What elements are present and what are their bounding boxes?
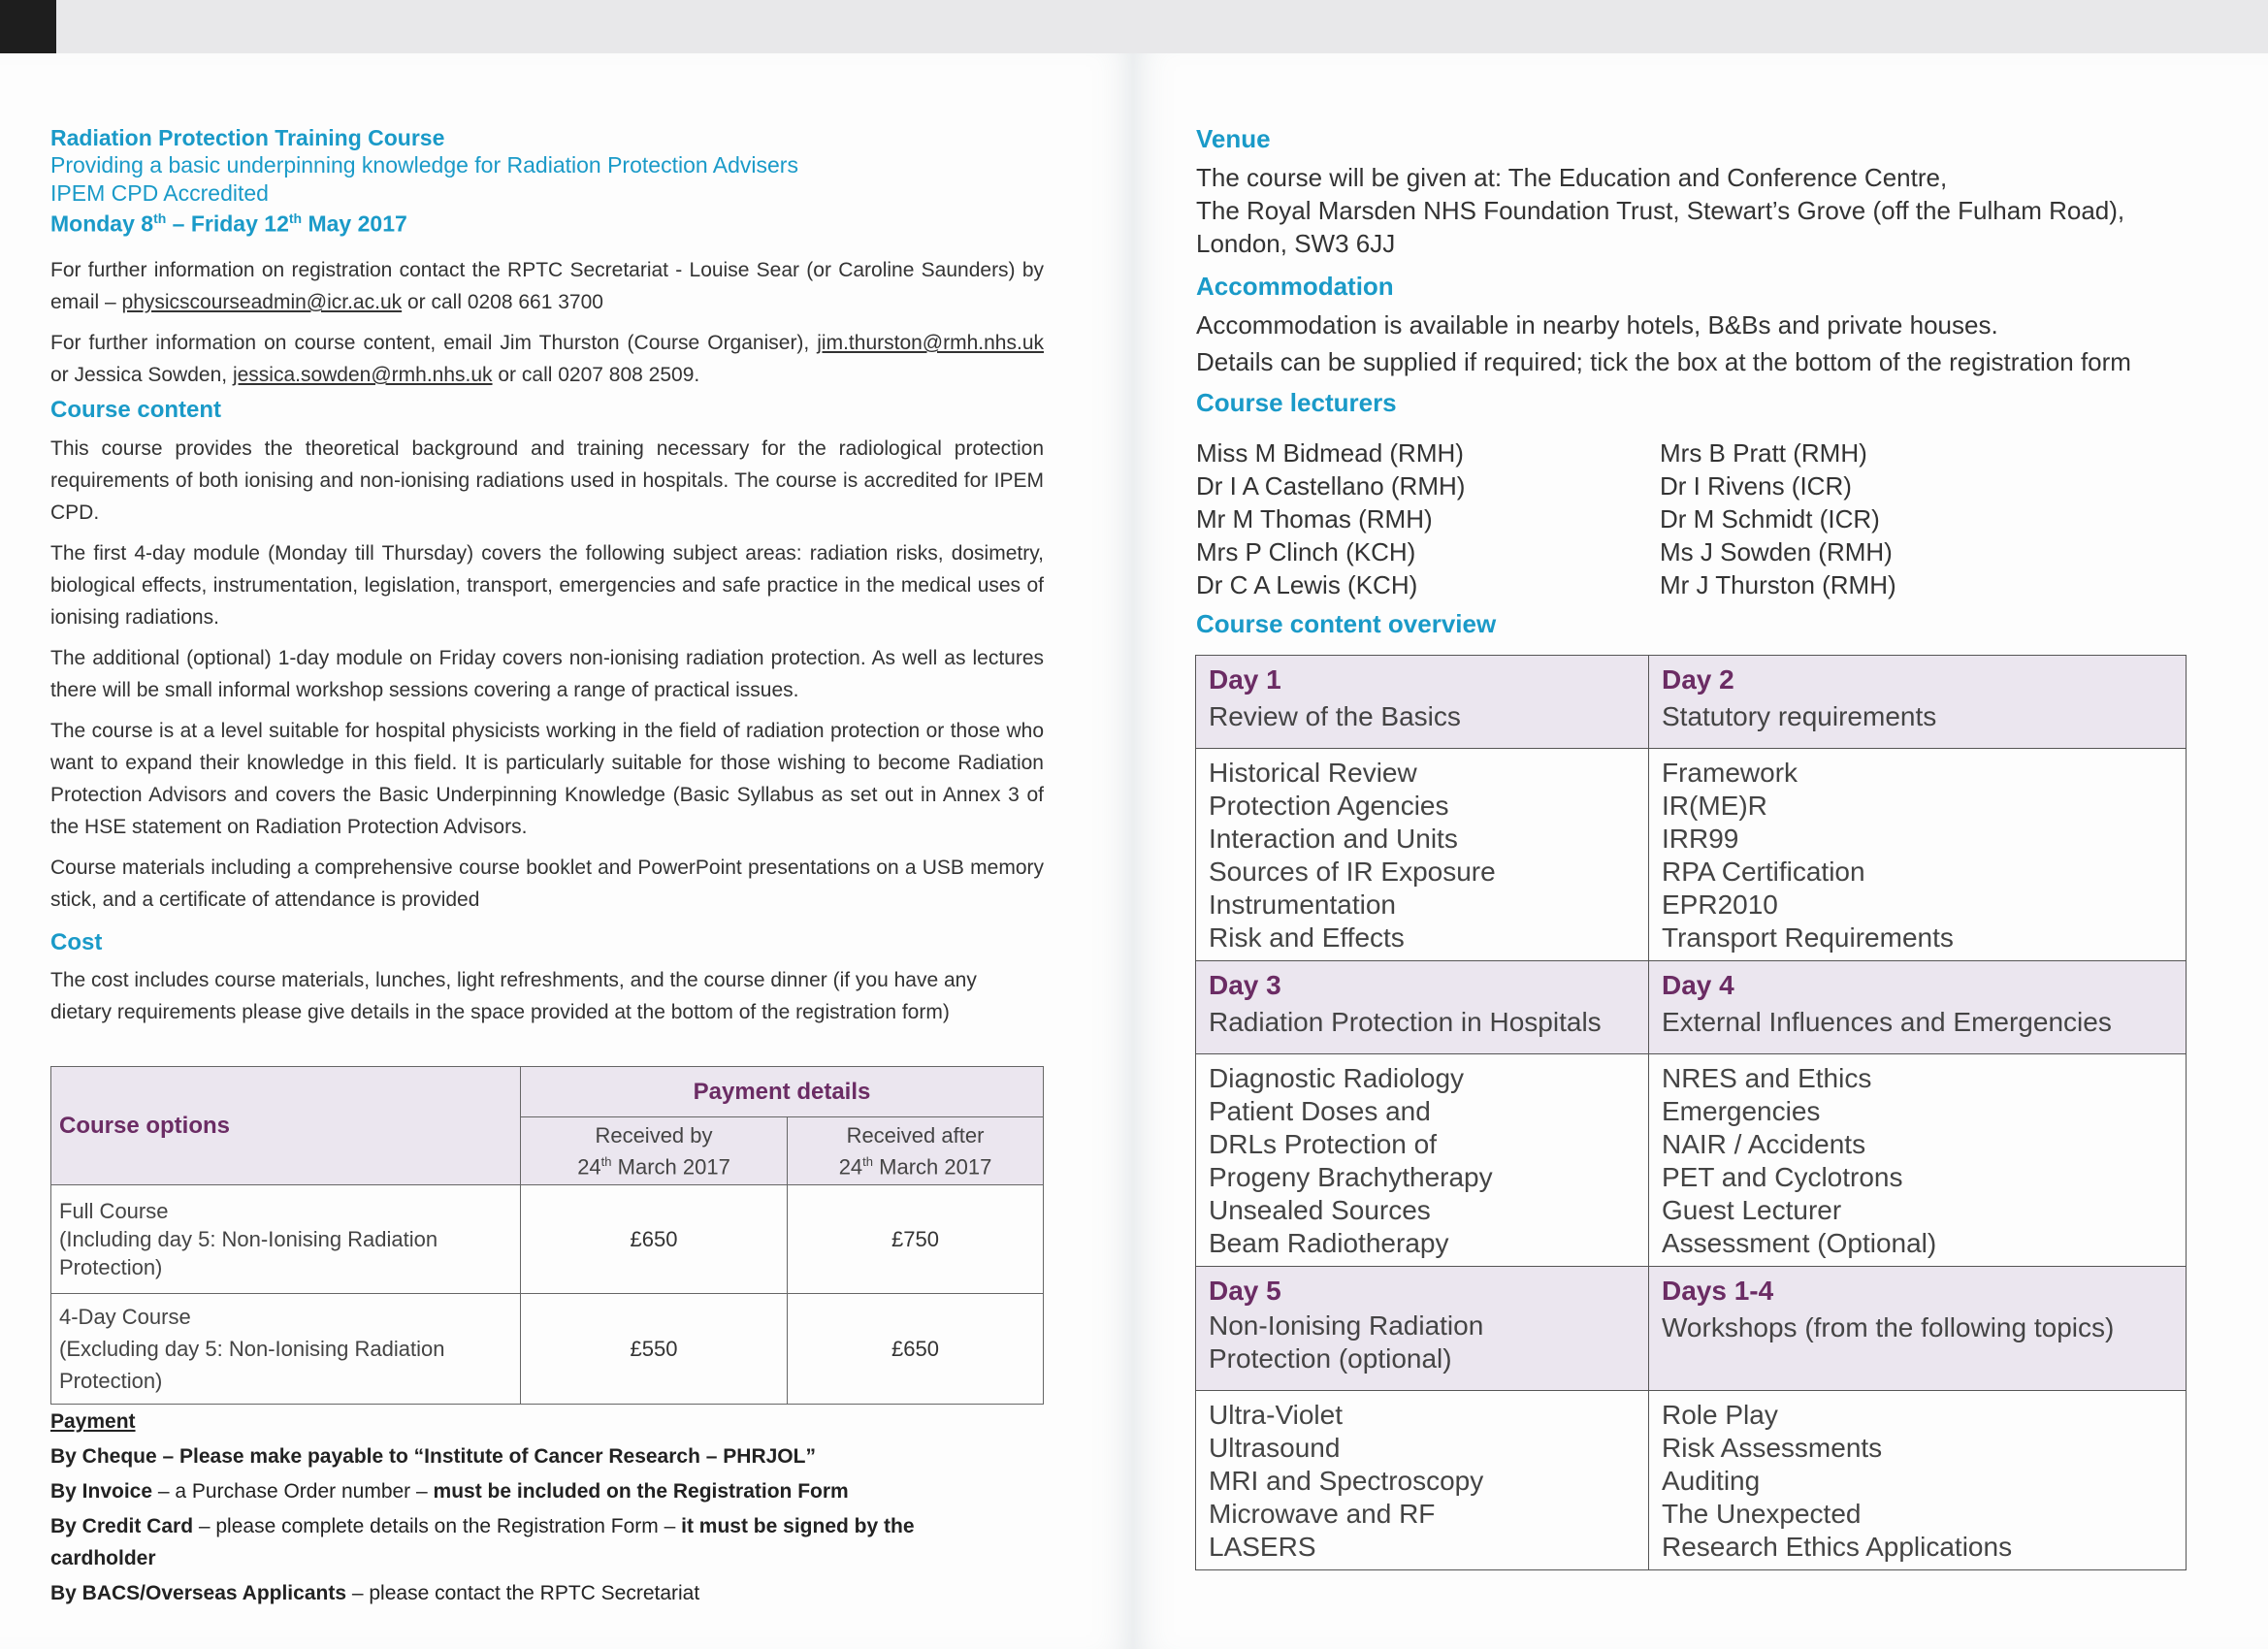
topic: Assessment (Optional) (1662, 1228, 1937, 1258)
paragraph: The first 4-day module (Monday till Thursday) covers the following subject areas: radiation risks, dosimetry, biological effects, instrumentation, legislation, transport, emergencies and safe practice in the medical uses of ionising radiations. (50, 542, 1044, 629)
organiser-email-link[interactable]: jim.thurston@rmh.nhs.uk (817, 332, 1044, 354)
course-options-header: Course options (51, 1067, 521, 1185)
workshop-topics (1649, 1391, 2187, 1570)
course-content-body (50, 433, 1044, 924)
lecturer-name: Dr M Schmidt (ICR) (1660, 504, 1880, 534)
accommodation-text (1196, 308, 2224, 378)
topic: NRES and Ethics (1662, 1063, 1872, 1093)
day5-header: Day 5 Non-Ionising Radiation Protection (optional) (1196, 1267, 1649, 1391)
topic: PET and Cyclotrons (1662, 1162, 1903, 1192)
topic: Progeny Brachytherapy (1209, 1162, 1493, 1192)
secretariat-email-link[interactable]: physicscourseadmin@icr.ac.uk (121, 291, 403, 313)
accommodation-line: Details can be supplied if required; tick the box at the bottom of the registration form (1196, 347, 2131, 376)
topic: NAIR / Accidents (1662, 1129, 1866, 1159)
lecturer-name: Mr J Thurston (RMH) (1660, 570, 1896, 599)
topic: Interaction and Units (1209, 824, 1458, 854)
overview-heading: Course content overview (1196, 609, 1497, 638)
topic: DRLs Protection of (1209, 1129, 1437, 1159)
lecturer-name: Ms J Sowden (RMH) (1660, 537, 1893, 566)
course-header (50, 125, 1044, 238)
registration-contact: For further information on registration contact the RPTC Secretariat - Louise Sear (or Caroline Saunders) by email – physicscourseadmin@icr.ac.uk or call 0208 661 3700 (50, 259, 1044, 313)
topic: Risk Assessments (1662, 1433, 1883, 1463)
pay-by-credit-card: By Credit Card – please complete details on the Registration Form – it must be signed by the cardholder (50, 1515, 915, 1569)
lecturer-name: Miss M Bidmead (RMH) (1196, 438, 1464, 468)
venue-heading: Venue (1196, 124, 1271, 153)
day1-header: Day 1 Review of the Basics (1196, 656, 1649, 749)
four-day-price-after: £650 (788, 1294, 1044, 1405)
topic: Patient Doses and (1209, 1096, 1431, 1126)
topic: RPA Certification (1662, 857, 1865, 887)
topic: Framework (1662, 758, 1798, 788)
day4-header: Day 4 External Influences and Emergencies (1649, 961, 2187, 1054)
lecturer-name: Dr I A Castellano (RMH) (1196, 471, 1466, 501)
payment-heading: Payment (50, 1410, 136, 1433)
topic: Transport Requirements (1662, 922, 1954, 953)
day4-topics (1649, 1054, 2187, 1267)
topic: Auditing (1662, 1466, 1761, 1496)
paragraph: The course is at a level suitable for hospital physicists working in the field of radiation protection or those who want to expand their knowledge in this field. It is particularly suitable for those wishing to become Radiation Protection Advisors and covers the Basic Underpinning Knowledge (Basic Syllabus as set out in Annex 3 of the HSE statement on Radiation Protection Advisors. (50, 720, 1044, 838)
topic: IR(ME)R (1662, 791, 1767, 821)
content-contact: For further information on course content, email Jim Thurston (Course Organiser), jim.thurston@rmh.nhs.uk or Jessica Sowden, jessica.sowden@rmh.nhs.uk or call 0207 808 2509. (50, 332, 1044, 386)
topic: The Unexpected (1662, 1499, 1862, 1529)
course-subtitle: Providing a basic underpinning knowledge for Radiation Protection Advisers (50, 152, 798, 178)
course-content-heading: Course content (50, 397, 222, 423)
lecturers-heading: Course lecturers (1196, 388, 1397, 417)
lecturer-name: Dr C A Lewis (KCH) (1196, 570, 1418, 599)
contact-info (50, 254, 1044, 400)
venue-line: London, SW3 6JJ (1196, 229, 1396, 258)
received-by-header: Received by 24th March 2017 (521, 1117, 788, 1185)
course-title: Radiation Protection Training Course (50, 125, 445, 150)
pay-by-invoice: By Invoice – a Purchase Order number – must be included on the Registration Form (50, 1480, 849, 1503)
topic: Guest Lecturer (1662, 1195, 1842, 1225)
topic: Diagnostic Radiology (1209, 1063, 1465, 1093)
full-course-price-after: £750 (788, 1185, 1044, 1294)
left-page (0, 53, 1133, 1649)
cost-text: The cost includes course materials, lunches, light refreshments, and the course dinner (if you have any dietary requirements please give details in the space provided at the bottom of the registration form) (50, 969, 977, 1023)
payment-table (50, 1066, 1044, 1405)
topic: Role Play (1662, 1400, 1778, 1430)
lecturers-column-1 (1196, 436, 1642, 601)
topic: Sources of IR Exposure (1209, 857, 1496, 887)
topic: Instrumentation (1209, 889, 1396, 920)
payment-details-header: Payment details (521, 1067, 1044, 1117)
topic: LASERS (1209, 1532, 1316, 1562)
topic: Research Ethics Applications (1662, 1532, 2013, 1562)
pay-by-bacs: By BACS/Overseas Applicants – please contact the RPTC Secretariat (50, 1582, 700, 1604)
topic: Protection Agencies (1209, 791, 1449, 821)
topic: Unsealed Sources (1209, 1195, 1431, 1225)
topic: EPR2010 (1662, 889, 1778, 920)
full-course-price-by: £650 (521, 1185, 788, 1294)
lecturer-name: Mr M Thomas (RMH) (1196, 504, 1433, 534)
topic: Risk and Effects (1209, 922, 1405, 953)
course-dates: Monday 8th – Friday 12th May 2017 (50, 210, 407, 237)
day3-header: Day 3 Radiation Protection in Hospitals (1196, 961, 1649, 1054)
days1-4-header: Days 1-4 Workshops (from the following topics) (1649, 1267, 2187, 1391)
topic: Microwave and RF (1209, 1499, 1436, 1529)
accommodation-line: Accommodation is available in nearby hotels, B&Bs and private houses. (1196, 310, 1998, 340)
lecturer-name: Mrs P Clinch (KCH) (1196, 537, 1416, 566)
day2-header: Day 2 Statutory requirements (1649, 656, 2187, 749)
course-overview-table (1195, 655, 2187, 1570)
paragraph: This course provides the theoretical background and training necessary for the radiological protection requirements of both ionising and non-ionising radiations used in hospitals. The course is accredited for IPEM CPD. (50, 437, 1044, 524)
cost-heading: Cost (50, 929, 103, 955)
scan-edge (0, 0, 56, 53)
accommodation-heading: Accommodation (1196, 272, 1394, 301)
sowden-email-link[interactable]: jessica.sowden@rmh.nhs.uk (232, 364, 493, 386)
four-day-course-option: 4-Day Course (Excluding day 5: Non-Ionising Radiation Protection) (51, 1294, 521, 1405)
scan-background (0, 0, 2268, 53)
lecturer-name: Dr I Rivens (ICR) (1660, 471, 1852, 501)
day2-topics (1649, 749, 2187, 961)
venue-address (1196, 161, 2224, 260)
topic: Ultra-Violet (1209, 1400, 1343, 1430)
paragraph: The additional (optional) 1-day module on Friday covers non-ionising radiation protection. As well as lectures there will be small informal workshop sessions covering a range of practical issues. (50, 647, 1044, 701)
accreditation: IPEM CPD Accredited (50, 180, 269, 206)
received-after-header: Received after 24th March 2017 (788, 1117, 1044, 1185)
four-day-price-by: £550 (521, 1294, 788, 1405)
pay-by-cheque: By Cheque – Please make payable to “Institute of Cancer Research – PHRJOL” (50, 1445, 816, 1468)
topic: Emergencies (1662, 1096, 1821, 1126)
topic: Historical Review (1209, 758, 1417, 788)
payment-section (50, 1406, 1021, 1609)
paragraph: Course materials including a comprehensive course booklet and PowerPoint presentations on a USB memory stick, and a certificate of attendance is provided (50, 857, 1044, 911)
lecturer-name: Mrs B Pratt (RMH) (1660, 438, 1867, 468)
day5-topics (1196, 1391, 1649, 1570)
topic: Ultrasound (1209, 1433, 1341, 1463)
venue-line: The course will be given at: The Education and Conference Centre, (1196, 163, 1948, 192)
topic: IRR99 (1662, 824, 1739, 854)
day1-topics (1196, 749, 1649, 961)
lecturers-column-2 (1660, 436, 2067, 601)
full-course-option: Full Course (Including day 5: Non-Ionising Radiation Protection) (51, 1185, 521, 1294)
venue-line: The Royal Marsden NHS Foundation Trust, Stewart’s Grove (off the Fulham Road), (1196, 196, 2125, 225)
topic: Beam Radiotherapy (1209, 1228, 1449, 1258)
topic: MRI and Spectroscopy (1209, 1466, 1484, 1496)
day3-topics (1196, 1054, 1649, 1267)
